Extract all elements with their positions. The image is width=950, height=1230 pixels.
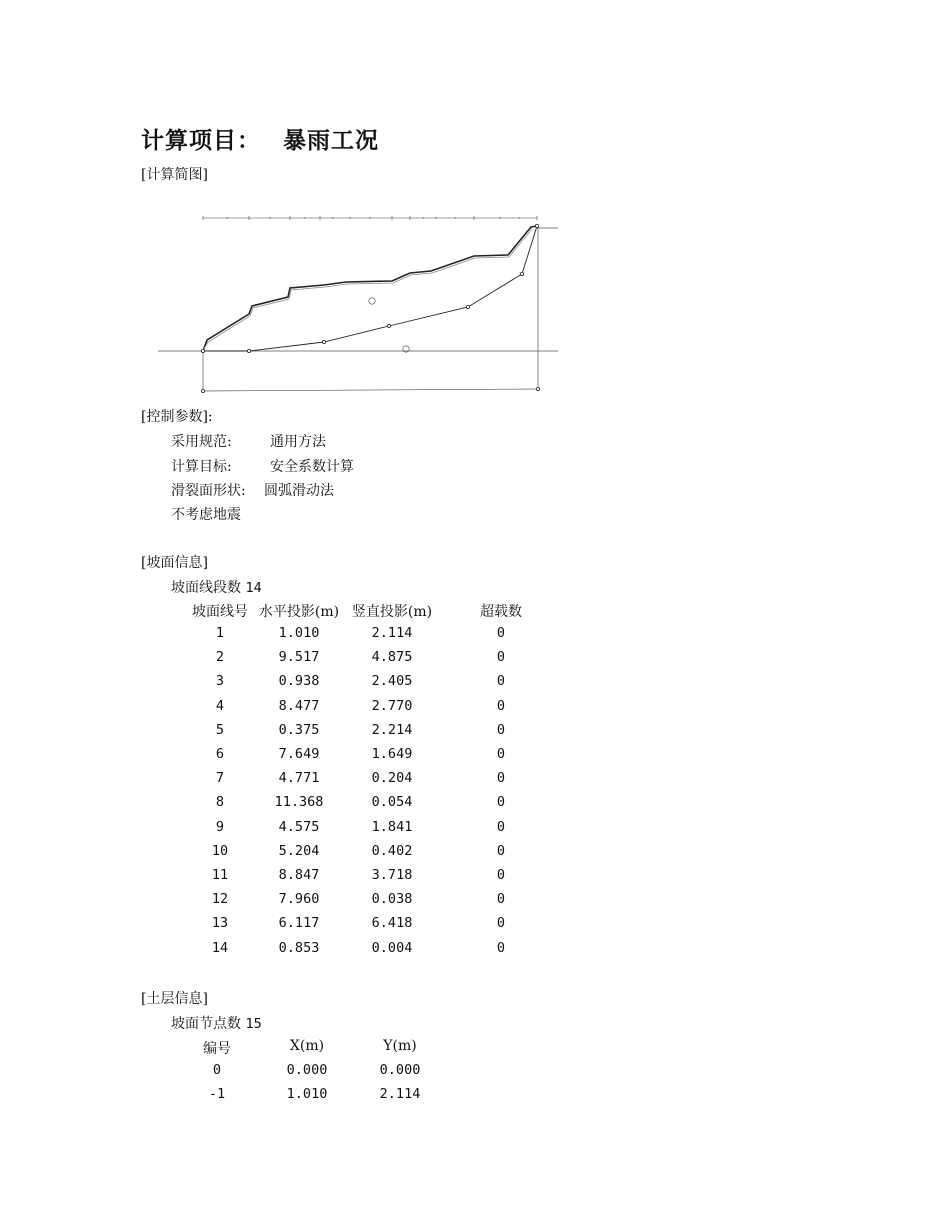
control-heading: [控制参数]: — [141, 409, 213, 425]
soil-column-header: 编号 — [203, 1041, 231, 1057]
control-target-value: 安全系数计算 — [270, 459, 354, 475]
slope-table-cell: 3.718 — [371, 867, 413, 883]
slope-table-cell: 0 — [496, 818, 506, 835]
slope-column-header: 竖直投影(m) — [351, 604, 433, 620]
title-value: 暴雨工况 — [283, 128, 379, 154]
slope-table-cell: 0 — [496, 746, 506, 762]
slope-table-cell: 0 — [496, 794, 506, 811]
slope-table-cell: 14 — [211, 939, 229, 956]
soil-table-cell: -1 — [208, 1086, 226, 1102]
slope-table-cell: 0 — [496, 891, 506, 908]
slope-table-cell: 11 — [211, 867, 229, 883]
slope-table-cell: 0.038 — [371, 891, 413, 908]
soil-count: 坡面节点数 15 — [171, 1016, 262, 1032]
slope-table-cell: 9 — [215, 818, 225, 835]
slope-table-cell: 0 — [496, 842, 506, 859]
slope-table-cell: 2.214 — [371, 721, 413, 738]
slope-table-cell: 1 — [215, 625, 225, 641]
slope-table-cell: 0 — [496, 867, 506, 883]
soil-table-cell: 0.000 — [286, 1062, 328, 1078]
slope-table-cell: 11.368 — [274, 794, 324, 811]
slope-heading: [坡面信息] — [141, 555, 208, 571]
slope-table-cell: 6 — [215, 746, 225, 762]
soil-column-header: Y(m) — [383, 1038, 417, 1054]
slope-table-cell: 6.418 — [371, 915, 413, 932]
slope-table-cell: 2.405 — [371, 673, 413, 690]
soil-table-cell: 2.114 — [379, 1086, 421, 1102]
boundary-nodes — [201, 224, 539, 392]
slope-table-cell: 0.004 — [371, 939, 413, 956]
control-standard-key: 采用规范: — [171, 434, 232, 450]
slope-table-cell: 1.649 — [371, 746, 413, 762]
slope-column-header: 水平投影(m) — [258, 604, 340, 620]
slope-table-cell: 10 — [211, 842, 229, 859]
slope-table-cell: 0.054 — [371, 794, 413, 811]
slope-table-cell: 5.204 — [278, 842, 320, 859]
slope-table-cell: 7.649 — [278, 746, 320, 762]
slope-table-cell: 13 — [211, 915, 229, 932]
page-title — [141, 122, 379, 155]
slope-table-cell: 4.575 — [278, 818, 320, 835]
soil-heading: [土层信息] — [141, 991, 208, 1007]
diagram-heading: [计算简图] — [141, 167, 208, 183]
slope-table-cell: 4 — [215, 697, 225, 714]
slope-table-cell: 8.477 — [278, 697, 320, 714]
slope-table-cell: 0.853 — [278, 939, 320, 956]
control-shape-value: 圆弧滑动法 — [264, 483, 334, 499]
slope-table-cell: 8.847 — [278, 867, 320, 883]
diagram-baselines — [158, 226, 558, 391]
slope-table-cell: 4.771 — [278, 770, 320, 787]
soil-table-cell: 1.010 — [286, 1086, 328, 1102]
slope-table-cell: 0 — [496, 697, 506, 714]
slope-table-cell: 9.517 — [278, 649, 320, 666]
slope-column-header: 坡面线号 — [192, 604, 248, 620]
control-seismic: 不考虑地震 — [171, 507, 241, 523]
slope-table-cell: 2.770 — [371, 697, 413, 714]
slope-table-cell: 0 — [496, 939, 506, 956]
slope-table-cell: 4.875 — [371, 649, 413, 666]
slope-table-cell: 7.960 — [278, 891, 320, 908]
slope-table-cell: 0 — [496, 915, 506, 932]
slope-count: 坡面线段数 14 — [171, 580, 262, 596]
slope-diagram — [155, 205, 565, 400]
slope-table-cell: 2.114 — [371, 625, 413, 641]
slope-column-header: 超载数 — [480, 604, 522, 620]
slope-table-cell: 0 — [496, 649, 506, 666]
slope-table-cell: 1.010 — [278, 625, 320, 641]
slope-table-cell: 6.117 — [278, 915, 320, 932]
slope-table-cell: 0 — [496, 721, 506, 738]
slope-table-cell: 0.402 — [371, 842, 413, 859]
diagram-ruler — [203, 216, 537, 220]
slope-table-cell: 0.204 — [371, 770, 413, 787]
slope-table-cell: 0 — [496, 625, 506, 641]
control-standard-value: 通用方法 — [270, 434, 326, 450]
slope-table-cell: 0 — [496, 770, 506, 787]
control-shape-key: 滑裂面形状: — [171, 483, 246, 499]
soil-boundary — [203, 226, 537, 351]
region-label-2 — [369, 298, 375, 304]
soil-column-header: X(m) — [289, 1038, 325, 1054]
slope-table-cell: 1.841 — [371, 818, 413, 835]
title-label: 计算项目： — [141, 128, 261, 154]
slope-table-cell: 5 — [215, 721, 225, 738]
slope-surface — [203, 226, 537, 351]
slope-table-cell: 0.938 — [278, 673, 320, 690]
slope-table-cell: 0.375 — [278, 721, 320, 738]
soil-table-cell: 0 — [212, 1062, 222, 1078]
slope-table-cell: 3 — [215, 673, 225, 690]
slope-table-cell: 12 — [211, 891, 229, 908]
control-target-key: 计算目标: — [171, 459, 232, 475]
slope-table-cell: 7 — [215, 770, 225, 787]
slope-table-cell: 0 — [496, 673, 506, 690]
slope-table-cell: 2 — [215, 649, 225, 666]
soil-table-cell: 0.000 — [379, 1062, 421, 1078]
slope-table-cell: 8 — [215, 794, 225, 811]
